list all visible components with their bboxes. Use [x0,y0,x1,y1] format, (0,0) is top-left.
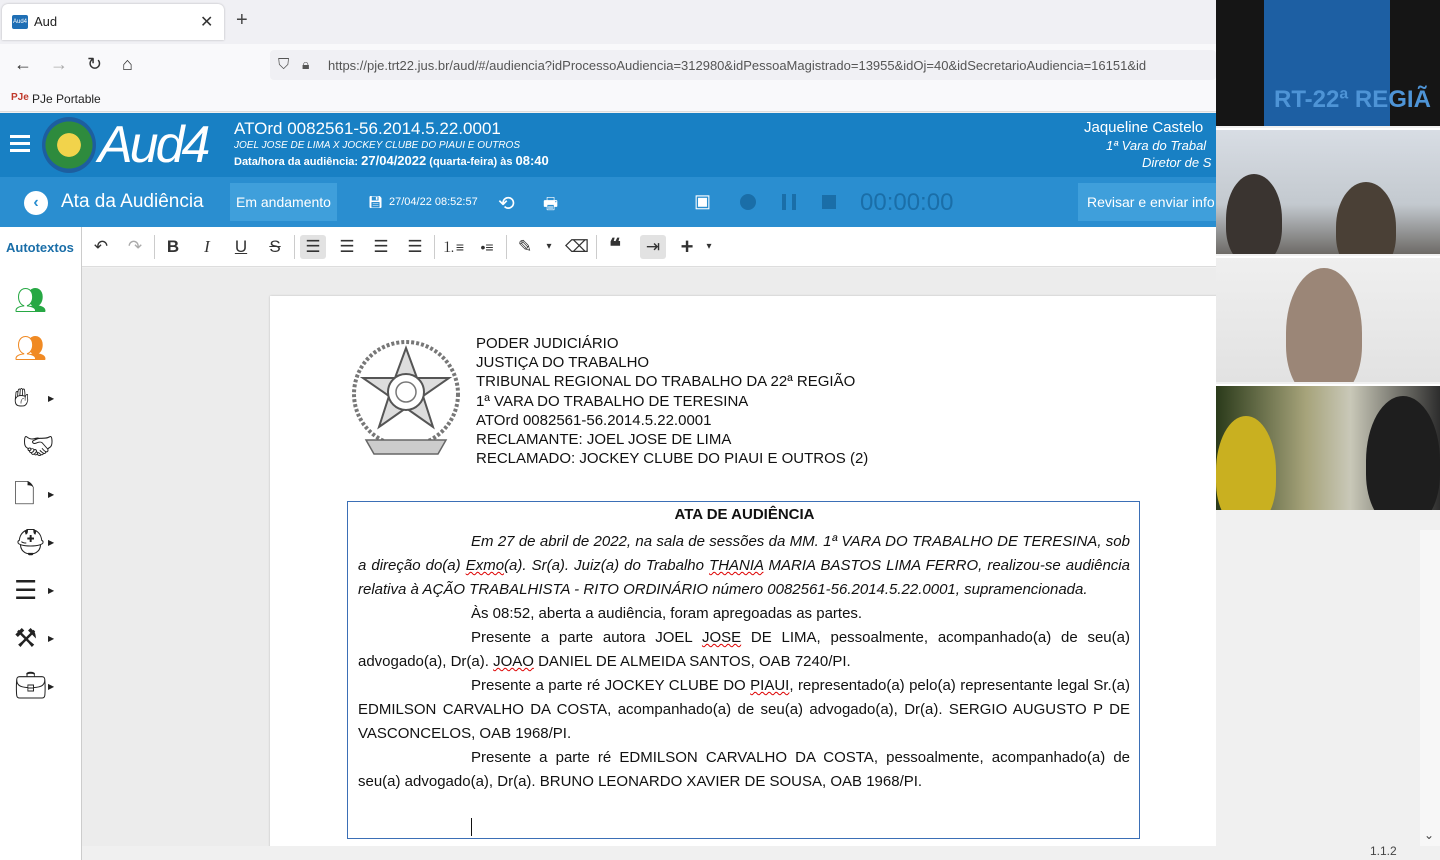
toolbar-divider [596,235,597,259]
date-value: 27/04/2022 [361,153,427,168]
align-right-icon[interactable]: ☰ [407,237,423,256]
shield-icon[interactable]: ⛉ [278,56,290,73]
brasao-logo-icon [42,117,96,173]
header-line: RECLAMANTE: JOEL JOSE DE LIMA [476,431,732,449]
strikethrough-icon[interactable]: S [269,237,281,256]
brasao-seal-icon [346,332,466,462]
participant-silhouette [1226,174,1282,254]
paragraph-autora[interactable]: Presente a parte autora JOEL JOSE DE LIMA, pessoalmente, acompanhado(a) de seu(a) advogado(a), Dr(a). JOAO DANIEL DE ALMEIDA SANTOS, OAB 7240/PI. [358,629,1130,670]
revisar-enviar-button[interactable]: Revisar e enviar info [1078,183,1216,221]
aud4-logo: Aud4 [98,116,208,174]
url-bar[interactable] [270,50,1216,80]
url-text[interactable]: https://pje.trt22.jus.br/aud/#/audiencia?idProcessoAudiencia=312980&idPessoaMagistrado=13955&idOj=40&idSecretarioAudiencia=16151&id [328,58,1147,73]
ata-text-box[interactable] [347,501,1140,839]
ata-body[interactable] [358,530,1130,794]
align-left-icon[interactable]: ☰ [339,237,355,256]
header-line: ATOrd 0082561-56.2014.5.22.0001 [476,411,712,429]
align-center-icon[interactable]: ☰ [373,237,389,256]
indent-icon[interactable]: ⇥ [640,235,666,259]
lock-icon[interactable]: 🔒︎ [302,56,310,72]
video-tile-participants-3[interactable] [1216,384,1440,510]
date-label: Data/hora da audiência: [234,156,359,168]
participant-silhouette [1366,396,1440,510]
bullet-list-icon[interactable]: •≡ [480,239,494,255]
tab-title: Aud [34,14,58,29]
scroll-down-icon[interactable]: ⌄ [1424,828,1435,842]
document-page[interactable] [270,296,1216,846]
toolbar-divider [506,235,507,259]
hand-caret-icon[interactable]: ▶ [48,394,55,403]
text-cursor [471,818,472,836]
forward-arrow-icon[interactable]: → [50,54,68,74]
medical-caret-icon[interactable]: ▶ [48,538,55,547]
browser-nav-bar [0,44,1216,86]
ata-toolbar [0,177,1216,227]
header-line: RECLAMADO: JOCKEY CLUBE DO PIAUI E OUTROS (2) [476,450,869,468]
pje-icon: PJe [11,92,29,103]
hearing-datetime [234,153,549,168]
toolbar-divider [434,235,435,259]
status-badge[interactable]: Em andamento [230,183,337,221]
document-caret-icon[interactable]: ▶ [48,490,55,499]
toolbar-divider [154,235,155,259]
process-parties: JOEL JOSE DE LIMA X JOCKEY CLUBE DO PIAUI E OUTROS [234,140,521,151]
header-line: TRIBUNAL REGIONAL DO TRABALHO DA 22ª REGIÃO [476,373,856,391]
highlight-caret-icon[interactable]: ▾ [546,241,552,252]
italic-icon[interactable]: I [204,237,210,256]
paragraph-opened[interactable]: Às 08:52, aberta a audiência, foram apregoadas as partes. [471,605,863,622]
app-header [0,113,1216,177]
browser-tab[interactable] [2,4,224,40]
close-tab-icon[interactable]: ✕ [200,14,214,31]
save-icon: 💾︎ [368,195,384,209]
toolbar-divider [294,235,295,259]
gavel-icon[interactable]: ⚒︎ [14,623,38,653]
history-icon[interactable]: ⟲ [498,193,515,215]
stop-icon[interactable] [822,195,836,209]
add-icon[interactable]: + [680,234,694,259]
ata-title: Ata da Audiência [61,191,204,212]
highlight-icon[interactable]: ✎ [517,237,533,256]
document-icon[interactable]: 🗋 [14,479,35,509]
briefcase-caret-icon[interactable]: ▶ [48,682,55,691]
weekday: (quarta-feira) às [429,156,513,168]
new-tab-button[interactable]: + [236,9,248,31]
browser-tab-bar [0,0,1216,44]
user-role-vara: 1ª Vara do Trabal [1106,138,1207,153]
undo-icon[interactable]: ↶ [93,237,109,256]
time-value: 08:40 [515,153,549,168]
align-justify-icon[interactable]: ☰ [300,235,326,259]
gavel-caret-icon[interactable]: ▶ [48,634,55,643]
bookmarks-bar [0,86,1216,112]
autotextos-label[interactable]: Autotextos [6,240,74,255]
group-orange-icon[interactable]: 👥︎ [14,333,48,363]
eraser-icon[interactable]: ⌫ [564,237,590,256]
hand-icon[interactable]: ✋︎ [14,382,29,412]
header-line: PODER JUDICIÁRIO [476,335,619,352]
editor-toolbar [82,227,1216,267]
pause-icon[interactable] [782,194,796,210]
video-tile-participant-2[interactable] [1216,256,1440,382]
group-green-icon[interactable]: 👥︎ [14,285,48,315]
bold-icon[interactable]: B [166,237,180,256]
video-panel [1216,0,1440,860]
record-icon[interactable] [740,194,756,210]
back-button[interactable]: ‹ [24,191,48,215]
paragraph-opening[interactable]: Em 27 de abril de 2022, na sala de sessões da MM. 1ª VARA DO TRABALHO DE TERESINA, sob a direção do(a) Exmo(a). Sr(a). Juiz(a) do Trabalho THANIA MARIA BASTOS LIMA FERRO, realizou-se audiência relativa à AÇÃO TRABALHISTA - RITO ORDINÁRIO número 0082561-56.2014.5.22.0001, supramencionada. [358,533,1130,598]
participant-silhouette [1216,416,1276,510]
header-line: JUSTIÇA DO TRABALHO [476,354,650,372]
saved-time: 27/04/22 08:52:57 [389,196,478,208]
autotextos-sidebar [0,227,82,860]
document-area [82,268,1216,846]
header-line: 1ª VARA DO TRABALHO DE TERESINA [476,392,749,410]
aud-favicon-icon: Aud4 [12,15,28,29]
briefcase-icon[interactable]: 💼︎ [14,670,48,700]
paragraph-re-jockey[interactable]: Presente a parte ré JOCKEY CLUBE DO PIAUI, representado(a) pelo(a) representante legal Sr.(a) EDMILSON CARVALHO DA COSTA, acompanhado(a) de seu(a) advogado(a), Dr(a). SERGIO AUGUSTO P DE VASCONCELOS, OAB 1968/PI. [358,677,1130,742]
print-icon[interactable]: 🖶 [543,196,559,213]
paragraph-re-edmilson[interactable]: Presente a parte ré EDMILSON CARVALHO DA COSTA, pessoalmente, acompanhado(a) de seu(a) advogado(a), Dr(a). BRUNO LEONARDO XAVIER DE SOUSA, OAB 1968/PI. [358,749,1130,790]
process-title: ATOrd 0082561-56.2014.5.22.0001 [234,119,501,138]
bookmark-pje-portable[interactable]: PJe Portable [32,92,101,106]
user-role-cargo: Diretor de S [1142,155,1212,170]
add-caret-icon[interactable]: ▾ [706,241,712,252]
trt-logo-text: RT-22ª REGIÃ [1274,86,1431,113]
user-name: Jaqueline Castelo [1084,119,1204,136]
back-arrow-icon[interactable]: ← [14,54,32,74]
scrollbar[interactable] [1420,530,1440,846]
handshake-icon[interactable]: 🤝︎ [22,431,56,461]
document-header [476,334,868,468]
video-off-icon[interactable]: ▣ [694,191,712,211]
numbered-list-icon[interactable]: ⒈≡ [441,239,465,255]
home-icon[interactable]: ⌂ [122,54,133,74]
participant-silhouette [1336,182,1396,254]
reload-icon[interactable]: ↻ [87,54,103,74]
medical-kit-icon[interactable]: ⛑︎ [14,527,48,557]
redo-icon[interactable]: ↷ [127,237,143,256]
menu-icon[interactable] [10,135,30,153]
list-icon[interactable]: ☰ [14,575,38,605]
ata-heading: ATA DE AUDIÊNCIA [674,506,815,523]
quote-icon[interactable]: ❝ [609,234,621,259]
trt-logo-card [1264,0,1431,126]
list-caret-icon[interactable]: ▶ [48,586,55,595]
video-tile-participants-1[interactable] [1216,128,1440,254]
underline-icon[interactable]: U [234,237,248,256]
video-tile-trt[interactable] [1216,0,1440,126]
version-label: 1.1.2 [1370,844,1397,858]
participant-silhouette [1286,268,1362,382]
recording-timer: 00:00:00 [860,189,954,216]
